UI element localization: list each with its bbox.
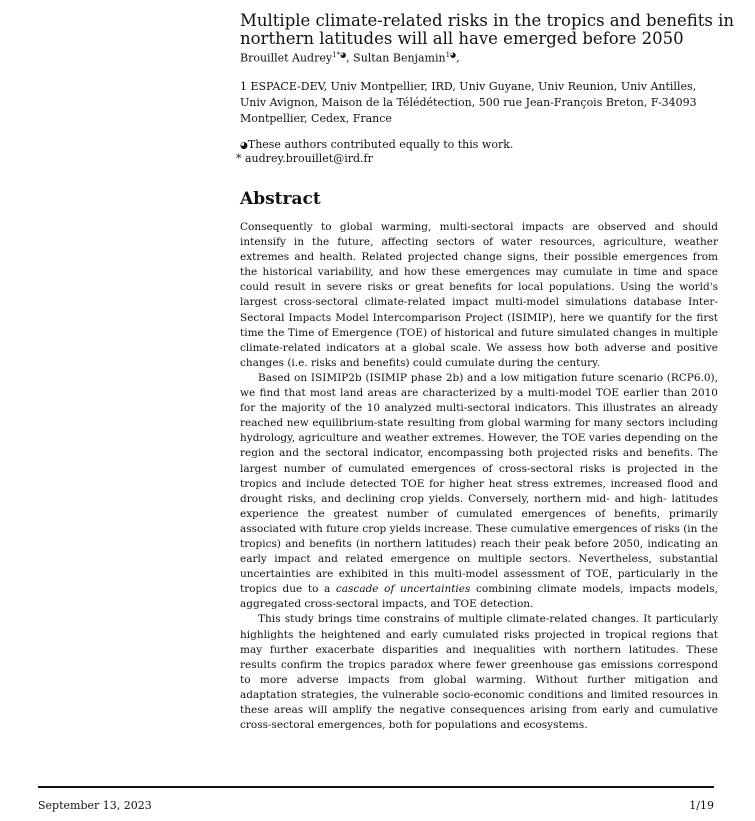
author-affiliation-mark: 1* [332,51,341,59]
author-list [240,48,720,66]
equal-contribution-icon: ◕ [340,51,347,59]
abstract-body [240,220,718,733]
abstract-paragraph-2 [240,371,718,613]
corresponding-email[interactable]: audrey.brouillet@ird.fr [245,152,373,165]
abstract-paragraph-1: Consequently to global warming, multi-sectoral impacts are observed and should intensify in the future, affecting sectors of water resources, agriculture, weather extremes and health. Related projected change signs, their possible emergences from the historical variability, and how these emergences may cumulate in time and space could result in severe risks or great benefits for local populations. Using the world's largest cross-sectoral climate-related impact multi-model simulations database Inter-Sectoral Impacts Model Intercomparison Project (ISIMIP), here we quantify for the first time the Time of Emergence (TOE) of historical and future simulated changes in multiple climate-related indicators at a global scale. We assess how both adverse and positive changes (i.e. risks and benefits) could cumulate during the century. [240,221,718,369]
footer-date: September 13, 2023 [38,799,152,812]
equal-contribution-note [240,138,720,153]
equal-contribution-text: These authors contributed equally to this work. [247,138,514,151]
abstract-italic-phrase: cascade of uncertainties [335,583,471,596]
affiliation: 1 ESPACE-DEV, Univ Montpellier, IRD, Univ Guyane, Univ Reunion, Univ Antilles, Univ Avignon, Maison de la Télédétection, 500 rue Jean-François Breton, F-34093 Montpellier, Cedex, France [240,80,697,125]
abstract-heading: Abstract [240,189,321,209]
author-affiliation-mark: 1 [445,51,451,59]
equal-contribution-icon: ◕ [240,141,248,151]
abstract-paragraph-2-text: Based on ISIMIP2b (ISIMIP phase 2b) and a low mitigation future scenario (RCP6.0), we find that most land areas are characterized by a multi-model TOE earlier than 2010 for the majority of the 10 analyzed multi-sectoral indicators. This illustrates an already reached new equilibrium-state resulting from global warming for many sectors including hydrology, agriculture and weather extremes. However, the TOE varies depending on the region and the sectoral indicator, encompassing both projected risks and benefits. The largest number of cumulated emergences of cross-sectoral risks is projected in the tropics and include detected TOE for higher heat stress extremes, increased flood and drought risks, and declining crop yields. Conversely, northern mid- and high- latitudes experience the greatest number of cumulated emergences of benefits, primarily associated with future crop yields increase. These cumulative emergences of risks (in the tropics) and benefits (in northern latitudes) reach their peak before 2050, indicating an early impact and related emergence on multiple sectors. Nevertheless, substantial uncertainties are exhibited in this multi-model assessment of TOE, particularly in the tropics due to a [240,371,718,596]
page-number: 1/19 [689,799,714,812]
author-name: Sultan Benjamin [353,51,446,65]
equal-contribution-icon: ◕ [450,51,457,59]
corresponding-author-note [236,152,716,166]
paper-title: Multiple climate-related risks in the tropics and benefits in northern latitudes will all have emerged before 2050 [240,11,735,48]
footer-rule [38,786,714,788]
abstract-paragraph-2-text-end: combining climate models, impacts models, aggregated cross-sectoral impacts, and TOE detection. [240,583,718,611]
author-separator: , [456,51,460,65]
abstract-paragraph-3: This study brings time constrains of multiple climate-related changes. It particularly highlights the heightened and early cumulated risks projected in tropical regions that may further exacerbate disparities and inequalities with northern latitudes. These results confirm the tropics paradox where fewer greenhouse gas emissions correspond to more adverse impacts from global warming. Without further mitigation and adaptation strategies, the vulnerable socio-economic conditions and limited resources in these areas will amplify the negative consequences arising from early and cumulative cross-sectoral emergences, both for populations and ecosystems. [240,613,718,732]
corresponding-mark: * [236,152,242,165]
author-name: Brouillet Audrey [240,51,333,65]
author-separator: , [346,51,354,65]
